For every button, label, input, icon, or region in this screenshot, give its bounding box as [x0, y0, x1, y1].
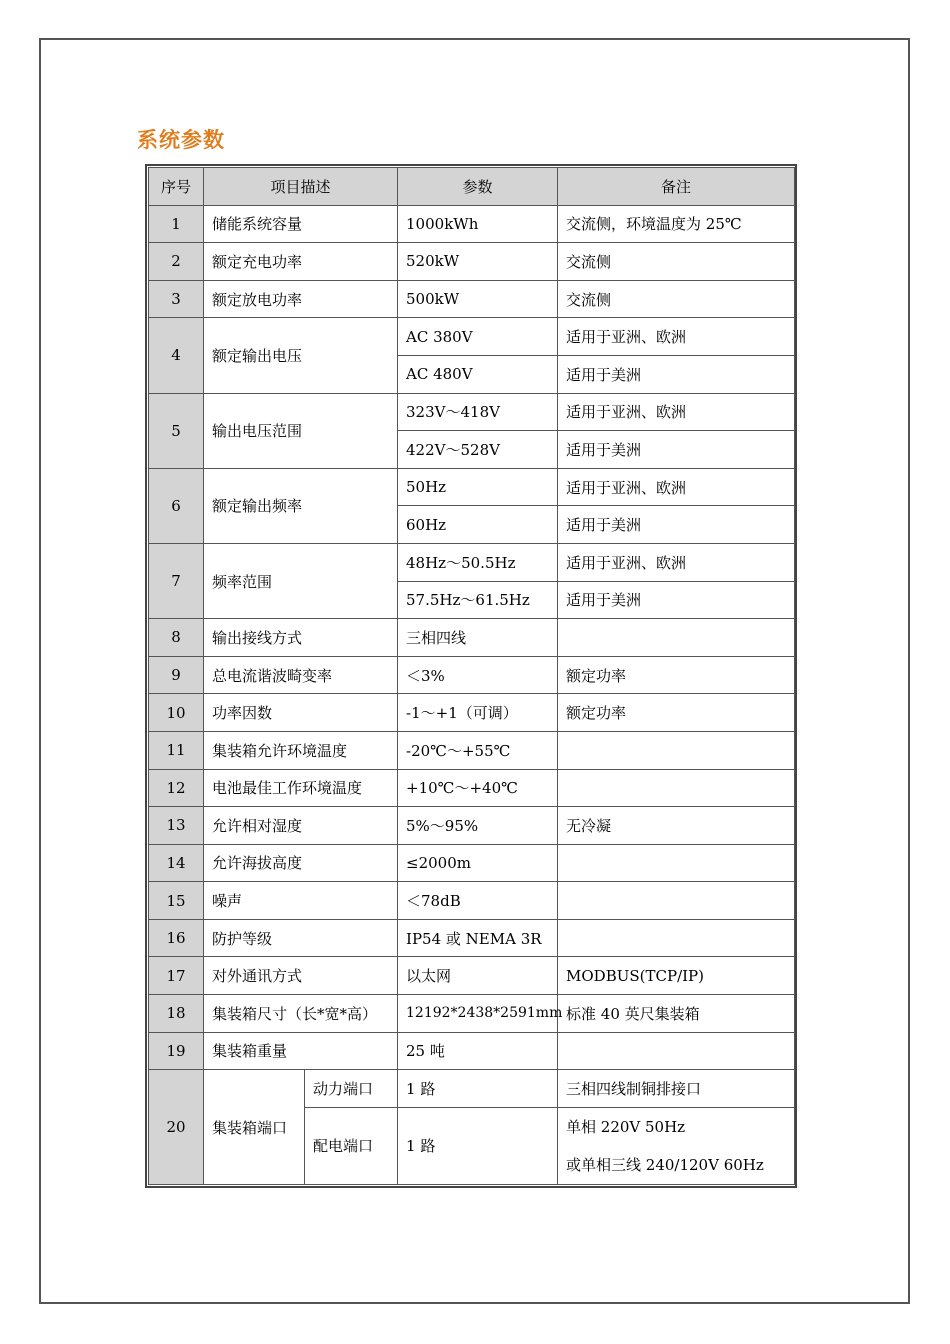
row-note: 无冷凝: [558, 807, 795, 845]
spec-table-wrapper: [145, 164, 797, 1188]
row-param: AC 380V: [398, 318, 558, 356]
row-param: 422V～528V: [398, 431, 558, 469]
row-item: 噪声: [204, 882, 398, 920]
row-note: 交流侧: [558, 243, 795, 281]
row-param: ＜3%: [398, 656, 558, 694]
row-item: 输出电压范围: [204, 393, 398, 468]
row-note: [558, 1032, 795, 1070]
table-row: [149, 919, 795, 957]
section-title: 系统参数: [137, 128, 225, 152]
table-row: [149, 393, 795, 431]
row-note: 适用于亚洲、欧洲: [558, 543, 795, 581]
row-subitem: 配电端口: [305, 1107, 398, 1184]
row-item: 允许海拔高度: [204, 844, 398, 882]
row-note: [558, 882, 795, 920]
row-param: 5%～95%: [398, 807, 558, 845]
row-number: 18: [149, 995, 204, 1033]
row-note-line: 或单相三线 240/120V 60Hz: [566, 1155, 764, 1174]
row-note: 标准 40 英尺集装箱: [558, 995, 795, 1033]
row-note: 额定功率: [558, 656, 795, 694]
row-param: 60Hz: [398, 506, 558, 544]
row-number: 8: [149, 619, 204, 657]
header-seq: 序号: [149, 168, 204, 206]
row-item: 频率范围: [204, 543, 398, 618]
header-note: 备注: [558, 168, 795, 206]
row-item: 对外通讯方式: [204, 957, 398, 995]
row-param: ≤2000m: [398, 844, 558, 882]
row-subitem: 动力端口: [305, 1070, 398, 1108]
row-item: 输出接线方式: [204, 619, 398, 657]
row-note: 适用于美洲: [558, 431, 795, 469]
table-row: [149, 807, 795, 845]
row-param: 323V～418V: [398, 393, 558, 431]
row-number: 20: [149, 1070, 204, 1185]
row-number: 4: [149, 318, 204, 393]
table-row: [149, 318, 795, 356]
table-row: [149, 1070, 795, 1108]
row-note: 适用于亚洲、欧洲: [558, 393, 795, 431]
row-note: 三相四线制铜排接口: [558, 1070, 795, 1108]
row-note: [558, 844, 795, 882]
row-item: 额定输出电压: [204, 318, 398, 393]
table-row: [149, 280, 795, 318]
row-number: 16: [149, 919, 204, 957]
row-param: 12192*2438*2591mm: [398, 995, 558, 1033]
row-param: 1 路: [398, 1107, 558, 1184]
row-item: 防护等级: [204, 919, 398, 957]
row-note: 适用于美洲: [558, 355, 795, 393]
row-number: 7: [149, 543, 204, 618]
row-number: 11: [149, 731, 204, 769]
row-number: 6: [149, 468, 204, 543]
row-item: 额定充电功率: [204, 243, 398, 281]
row-number: 19: [149, 1032, 204, 1070]
row-param: 25 吨: [398, 1032, 558, 1070]
row-param: 三相四线: [398, 619, 558, 657]
row-param: IP54 或 NEMA 3R: [398, 919, 558, 957]
table-row: [149, 243, 795, 281]
row-number: 9: [149, 656, 204, 694]
row-note: 适用于美洲: [558, 506, 795, 544]
row-number: 3: [149, 280, 204, 318]
table-row: [149, 1032, 795, 1070]
row-param: 1000kWh: [398, 205, 558, 243]
table-row: [149, 844, 795, 882]
row-item: 额定输出频率: [204, 468, 398, 543]
table-row: [149, 769, 795, 807]
table-row: [149, 543, 795, 581]
header-item: 项目描述: [204, 168, 398, 206]
row-param: 1 路: [398, 1070, 558, 1108]
row-number: 10: [149, 694, 204, 732]
row-param: +10℃～+40℃: [398, 769, 558, 807]
row-item: 集装箱端口: [204, 1070, 305, 1185]
row-param: 57.5Hz～61.5Hz: [398, 581, 558, 619]
row-number: 13: [149, 807, 204, 845]
row-param: 48Hz～50.5Hz: [398, 543, 558, 581]
row-item: 功率因数: [204, 694, 398, 732]
row-note: 交流侧: [558, 280, 795, 318]
table-row: [149, 656, 795, 694]
row-number: 14: [149, 844, 204, 882]
row-number: 1: [149, 205, 204, 243]
row-item: 集装箱重量: [204, 1032, 398, 1070]
row-item: 总电流谐波畸变率: [204, 656, 398, 694]
table-header-row: [149, 168, 795, 206]
table-row: [149, 882, 795, 920]
row-param: 以太网: [398, 957, 558, 995]
row-item: 集装箱尺寸（长*宽*高）: [204, 995, 398, 1033]
row-item: 额定放电功率: [204, 280, 398, 318]
table-row: [149, 205, 795, 243]
row-note: [558, 619, 795, 657]
table-row: [149, 731, 795, 769]
row-note: [558, 769, 795, 807]
header-param: 参数: [398, 168, 558, 206]
row-param: -1～+1（可调）: [398, 694, 558, 732]
row-note: [558, 919, 795, 957]
row-number: 12: [149, 769, 204, 807]
row-number: 2: [149, 243, 204, 281]
row-param: AC 480V: [398, 355, 558, 393]
row-param: ＜78dB: [398, 882, 558, 920]
row-note: 适用于美洲: [558, 581, 795, 619]
row-note: 额定功率: [558, 694, 795, 732]
row-note: MODBUS(TCP/IP): [558, 957, 795, 995]
table-row: [149, 957, 795, 995]
row-note-line: 单相 220V 50Hz: [566, 1117, 686, 1136]
row-number: 5: [149, 393, 204, 468]
row-note: [558, 731, 795, 769]
row-param: 520kW: [398, 243, 558, 281]
spec-table: [148, 167, 795, 1185]
row-item: 储能系统容量: [204, 205, 398, 243]
table-row: [149, 694, 795, 732]
table-row: [149, 619, 795, 657]
row-number: 15: [149, 882, 204, 920]
row-item: 电池最佳工作环境温度: [204, 769, 398, 807]
row-note: 适用于亚洲、欧洲: [558, 318, 795, 356]
row-note: 交流侧，环境温度为 25℃: [558, 205, 795, 243]
row-item: 集装箱允许环境温度: [204, 731, 398, 769]
row-param: -20℃～+55℃: [398, 731, 558, 769]
row-param: 500kW: [398, 280, 558, 318]
row-param: 50Hz: [398, 468, 558, 506]
row-note: 适用于亚洲、欧洲: [558, 468, 795, 506]
row-item: 允许相对湿度: [204, 807, 398, 845]
table-row: [149, 468, 795, 506]
table-row: [149, 995, 795, 1033]
row-number: 17: [149, 957, 204, 995]
row-note-multiline: [558, 1107, 795, 1184]
